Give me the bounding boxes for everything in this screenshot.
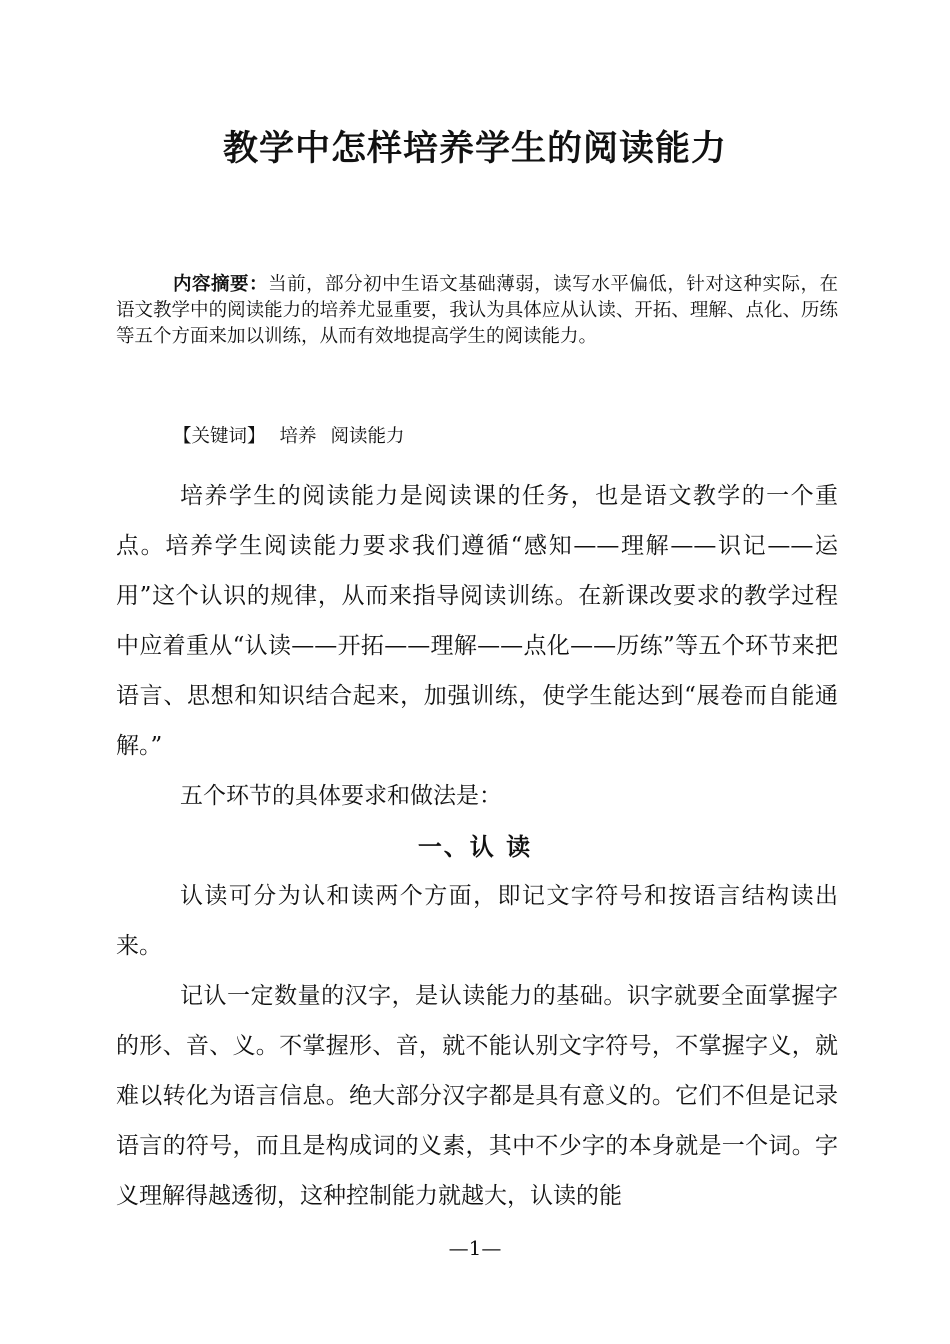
keywords [173,424,405,450]
keyword-item: 阅读能力 [330,426,405,447]
keyword-item: 培养 [279,426,317,447]
section-heading: 一、认 读 [417,833,533,861]
section-paragraph: 记认一定数量的汉字，是认读能力的基础。识字就要全面掌握字的形、音、义。不掌握形、音，就不能认别文字符号，不掌握字义，就难以转化为语言信息。绝大部分汉字都是具有意义的。它们不但是记录语言的符号，而且是构成词的义素，其中不少字的本身就是一个词。字义理解得越透彻，这种控制能力就越大，认读的能 [116,983,838,1209]
abstract [116,272,838,350]
abstract-label: 内容摘要： [173,274,269,295]
abstract-text: 当前，部分初中生语文基础薄弱，读写水平偏低，针对这种实际，在语文教学中的阅读能力的培养尤显重要，我认为具体应从认读、开拓、理解、点化、历练等五个方面来加以训练，从而有效地提高学生的阅读能力。 [116,274,838,347]
lead-paragraph: 五个环节的具体要求和做法是： [180,783,502,809]
page-number: —1— [448,1236,502,1260]
section-paragraph: 认读可分为认和读两个方面，即记文字符号和按语言结构读出来。 [116,883,838,959]
document-title: 教学中怎样培养学生的阅读能力 [222,129,727,169]
keywords-label: 【关键词】 [173,426,266,447]
intro-paragraph: 培养学生的阅读能力是阅读课的任务，也是语文教学的一个重点。培养学生阅读能力要求我们遵循“感知——理解——识记——运用”这个认识的规律，从而来指导阅读训练。在新课改要求的教学过程中应着重从“认读——开拓——理解——点化——历练”等五个环节来把语言、思想和知识结合起来，加强训练，使学生能达到“展卷而自能通解。” [116,483,838,759]
